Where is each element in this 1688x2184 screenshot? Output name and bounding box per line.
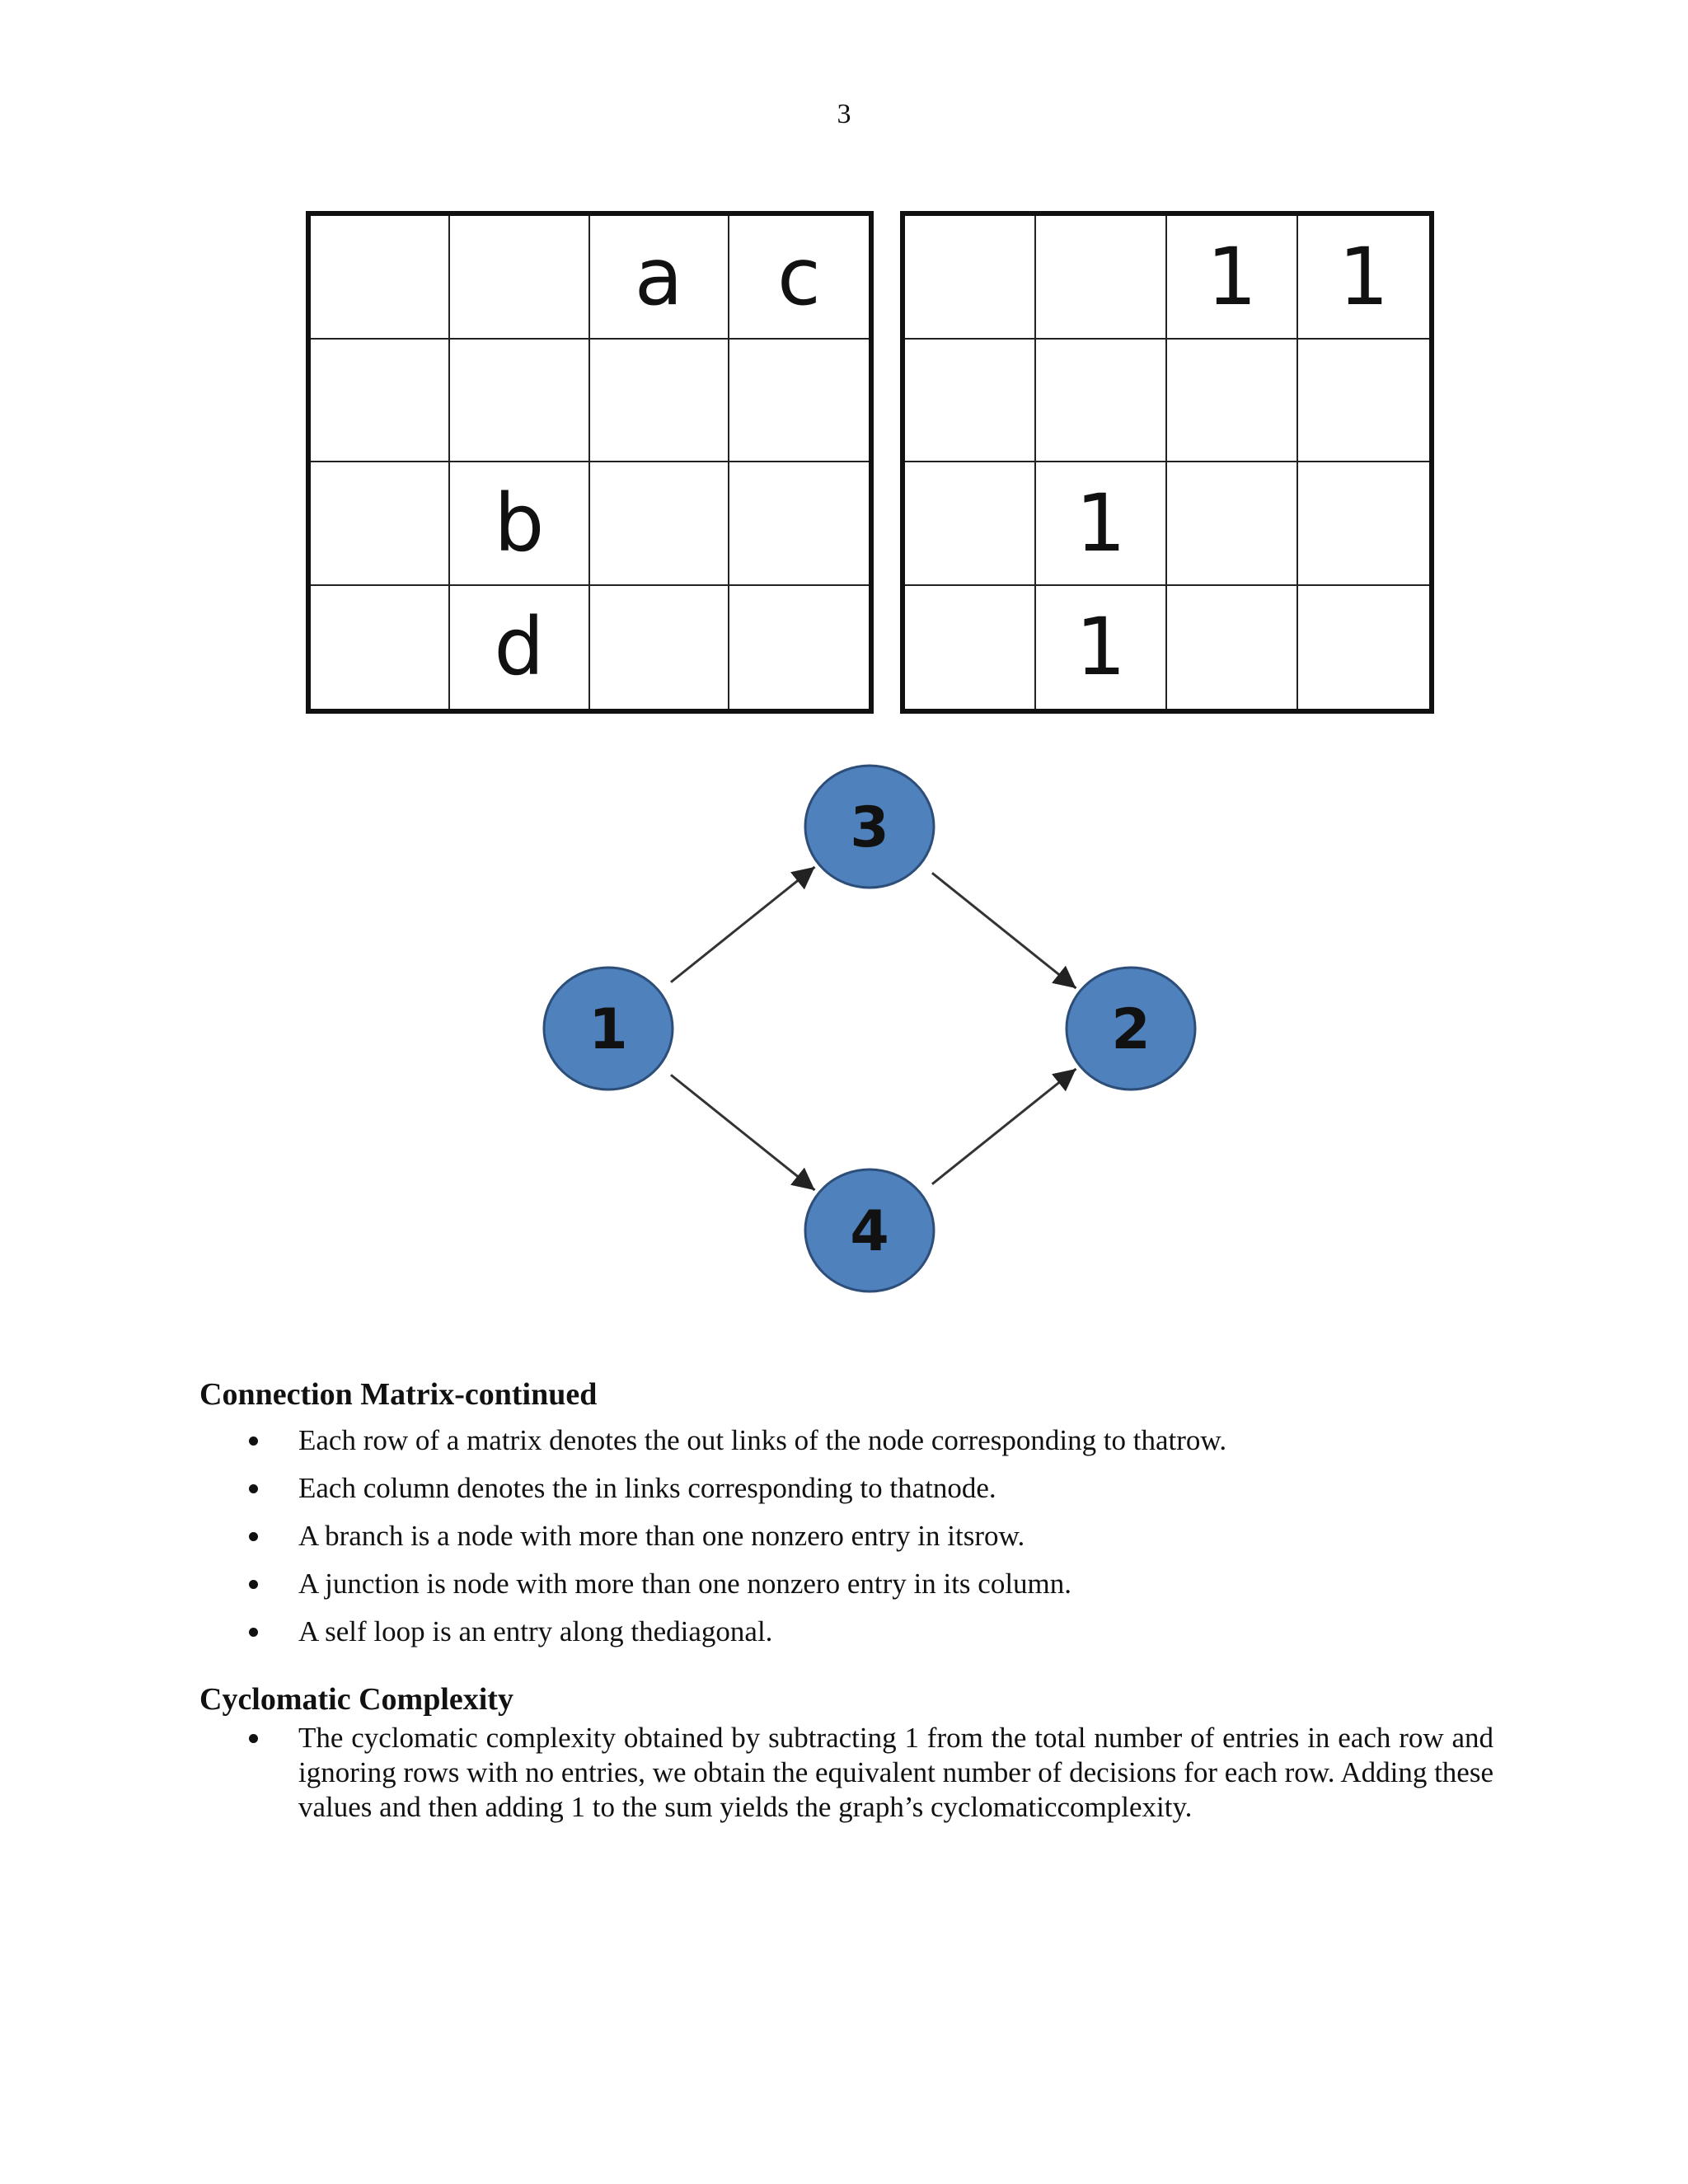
list-item bbox=[199, 1423, 1493, 1458]
cyclomatic-list bbox=[199, 1721, 1493, 1825]
matrix-cell: 1 bbox=[1036, 586, 1167, 710]
node-label: 1 bbox=[588, 997, 628, 1062]
edge-1-4 bbox=[671, 1075, 815, 1190]
bullet-text: A junction is node with more than one nonzero entry in its column. bbox=[298, 1568, 1072, 1600]
graph-node-4 bbox=[805, 1169, 934, 1291]
bullet-icon bbox=[249, 1628, 258, 1637]
bullet-text: The cyclomatic complexity obtained by subtracting 1 from the total number of entries in each row and ignoring rows with no entries, we obtain the equivalent number of decisions for each row. Adding these values and then adding 1 to the sum yields the graph’s cyclomaticcomplexity. bbox=[298, 1722, 1493, 1823]
list-item bbox=[199, 1471, 1493, 1506]
heading-connection-matrix: Connection Matrix-continued bbox=[199, 1377, 598, 1412]
bullet-text: A self loop is an entry along thediagonal. bbox=[298, 1615, 773, 1647]
bullet-icon bbox=[249, 1484, 258, 1493]
list-item bbox=[199, 1567, 1493, 1601]
bullet-text: A branch is a node with more than one nonzero entry in itsrow. bbox=[298, 1520, 1025, 1552]
edge-1-3 bbox=[671, 867, 815, 982]
node-label: 4 bbox=[850, 1199, 889, 1264]
bullet-icon bbox=[249, 1734, 258, 1743]
matrix-cell: 1 bbox=[1036, 462, 1167, 586]
list-item bbox=[199, 1615, 1493, 1649]
node-label: 2 bbox=[1111, 997, 1151, 1062]
edge-4-2 bbox=[932, 1069, 1076, 1184]
matrix-cell: 1 bbox=[1167, 216, 1298, 340]
bullet-icon bbox=[249, 1580, 258, 1589]
page-number: 3 bbox=[837, 99, 851, 129]
matrix-cell: c bbox=[729, 216, 869, 340]
matrix-cell: 1 bbox=[1298, 216, 1429, 340]
graph-node-1 bbox=[544, 968, 673, 1090]
matrix-cell: d bbox=[450, 586, 589, 710]
bullet-icon bbox=[249, 1532, 258, 1541]
connection-matrix-list bbox=[199, 1423, 1493, 1649]
node-label: 3 bbox=[850, 795, 889, 860]
bullet-text: Each column denotes the in links corresponding to thatnode. bbox=[298, 1472, 996, 1504]
list-item bbox=[199, 1519, 1493, 1554]
matrix-cell: b bbox=[450, 462, 589, 586]
heading-cyclomatic-complexity: Cyclomatic Complexity bbox=[199, 1682, 513, 1717]
matrix-cell: a bbox=[590, 216, 729, 340]
graph-node-2 bbox=[1067, 968, 1195, 1090]
bullet-icon bbox=[249, 1436, 258, 1446]
graph-node-3 bbox=[805, 766, 934, 888]
edge-3-2 bbox=[932, 873, 1076, 988]
bullet-text: Each row of a matrix denotes the out links of the node corresponding to thatrow. bbox=[298, 1424, 1227, 1456]
list-item bbox=[199, 1721, 1493, 1825]
